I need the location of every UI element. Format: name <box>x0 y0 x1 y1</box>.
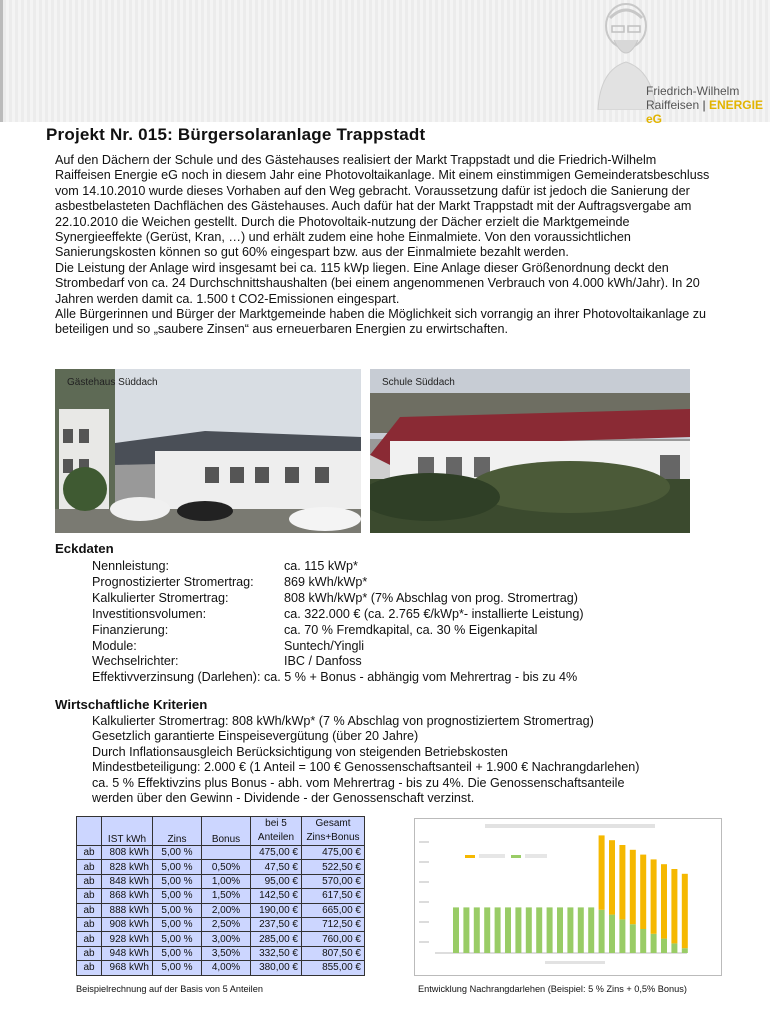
table-cell-zins: 5,00 % <box>153 961 202 975</box>
page-title: Projekt Nr. 015: Bürgersolaranlage Trappstadt <box>46 125 426 144</box>
kriterien-line: werden über den Gewinn - Dividende - der Genossenschaft verzinst. <box>92 791 475 806</box>
table-cell-zins: 5,00 % <box>153 860 202 874</box>
table-row <box>77 903 365 917</box>
eckdaten-row <box>92 591 584 607</box>
loan-chart <box>415 819 721 975</box>
guesthouse-image <box>55 369 361 533</box>
table-cell-prefix: ab <box>77 946 102 960</box>
eckdaten-key: Investitionsvolumen: <box>92 606 207 621</box>
table-cell-ist: 948 kWh <box>102 946 153 960</box>
table-cell-ist: 868 kWh <box>102 889 153 903</box>
table-cell-ist: 908 kWh <box>102 917 153 931</box>
eckdaten-key: Nennleistung: <box>92 559 170 573</box>
bar-zinsen <box>640 929 646 953</box>
bar-tilgung <box>651 859 657 933</box>
paragraph-3: Alle Bürgerinnen und Bürger der Marktgemeinde haben die Möglichkeit sich vorrangig an ihrer Photovoltaikanlage zu beteiligen und so „saubere Zinsen“ aus erneuerbaren Energien zu erwirtschaften. <box>55 307 707 337</box>
table-cell-ist: 928 kWh <box>102 932 153 946</box>
table-header-row <box>77 817 365 846</box>
eckdaten-last-line: Effektivverzinsung (Darlehen): ca. 5 % + Bonus - abhängig vom Mehrertrag - bis zu 4% <box>92 670 578 685</box>
table-cell-bonus: 0,50% <box>202 860 251 874</box>
paragraph-2: Die Leistung der Anlage wird insgesamt bei ca. 115 kWp liegen. Eine Anlage dieser Größenordnung deckt den Strombedarf von ca. 24 Durchschnittshaushalten (bei einem angenommenen Verbrauch von 4.000 kWh/Jahr). In 20 Jahren werden damit ca. 1.500 t CO2-Emissionen eingespart. <box>55 260 700 306</box>
table-row <box>77 961 365 975</box>
bar-zinsen <box>557 907 563 953</box>
calculation-table <box>76 816 365 976</box>
bar-zinsen <box>661 939 667 953</box>
table-cell-ist: 808 kWh <box>102 846 153 860</box>
eckdaten-key: Finanzierung: <box>92 622 169 637</box>
table-cell-bonus: 4,00% <box>202 961 251 975</box>
bar-zinsen <box>484 907 490 953</box>
brand-accent: ENERGIE eG <box>646 98 763 126</box>
loan-chart-frame <box>414 818 722 976</box>
table-cell-bonus: 2,00% <box>202 903 251 917</box>
bar-zinsen <box>453 907 459 953</box>
chart-x-label-blur <box>545 961 605 964</box>
table-row <box>77 917 365 931</box>
table-header-blank <box>77 817 102 846</box>
chart-title-blur <box>485 824 655 828</box>
bar-zinsen <box>505 907 511 953</box>
bar-tilgung <box>661 864 667 938</box>
table-cell-gesamt: 570,00 € <box>302 874 365 888</box>
table-cell-prefix: ab <box>77 874 102 888</box>
table-cell-anteile: 142,50 € <box>251 889 302 903</box>
brand-logo-text <box>646 84 770 126</box>
eckdaten-value: ca. 70 % Fremdkapital, ca. 30 % Eigenkapital <box>284 622 538 637</box>
bar-zinsen <box>515 907 521 953</box>
table-cell-gesamt: 760,00 € <box>302 932 365 946</box>
kriterien-heading: Wirtschaftliche Kriterien <box>55 697 208 712</box>
table-cell-anteile: 95,00 € <box>251 874 302 888</box>
bar-zinsen <box>599 910 605 953</box>
table-cell-prefix: ab <box>77 961 102 975</box>
eckdaten-key: Module: <box>92 638 137 653</box>
table-row <box>77 946 365 960</box>
table-header-anteile <box>251 817 302 846</box>
table-cell-anteile: 190,00 € <box>251 903 302 917</box>
bar-zinsen <box>495 907 501 953</box>
table-cell-bonus: 1,50% <box>202 889 251 903</box>
paragraph-1: Auf den Dächern der Schule und des Gästehauses realisiert der Markt Trappstadt und die Friedrich-Wilhelm Raiffeisen Energie eG noch in diesem Jahr eine Photovoltaikanlage. Mit einem einstimmigen Gemeinderatsbeschluss vom 14.10.2010 wurde dieses Vorhaben auf den Weg gebracht. Voraussetzung dafür ist jedoch die Sanierung der asbestbelasteten Dachflächen des Gästehauses. Auch dafür hat der Markt Trappstadt mit der Auftragsvergabe am 22.10.2010 die Weichen gestellt. Durch die Photovoltaik-nutzung der Dächer erzielt die Marktgemeinde Synergieeffekte (Gerüst, Kran, …) und erhält zudem eine hohe Einmalmiete. Von den voraussichtlichen Sanierungskosten können so gut 60% eingespart bzw. aus der Einmalmiete bezahlt werden. <box>55 153 710 260</box>
bar-zinsen <box>463 907 469 953</box>
bar-zinsen <box>682 948 688 953</box>
bar-tilgung <box>619 845 625 919</box>
eckdaten-value: ca. 115 kWp* <box>284 559 358 573</box>
table-cell-ist: 968 kWh <box>102 961 153 975</box>
table-row <box>77 889 365 903</box>
school-image <box>370 369 690 533</box>
eckdaten-list <box>92 559 584 686</box>
eckdaten-value: 808 kWh/kWp* (7% Abschlag von prog. Stromertrag) <box>284 590 578 605</box>
table-cell-gesamt: 475,00 € <box>302 846 365 860</box>
kriterien-line: Kalkulierter Stromertrag: 808 kWh/kWp* (7 % Abschlag von prognostiziertem Stromertrag) <box>92 714 594 728</box>
eckdaten-key: Prognostizierter Stromertrag: <box>92 574 254 589</box>
legend-tilgung-label <box>479 854 505 858</box>
brand-line1: Friedrich-Wilhelm <box>646 84 740 98</box>
table-cell-prefix: ab <box>77 917 102 931</box>
table-cell-zins: 5,00 % <box>153 932 202 946</box>
photo-guesthouse <box>55 369 361 533</box>
bar-zinsen <box>671 943 677 953</box>
table-header-gesamt <box>302 817 365 846</box>
photo-left-caption: Gästehaus Süddach <box>67 377 158 388</box>
table-header-anteile-top: bei 5 <box>265 818 287 829</box>
table-cell-anteile: 237,50 € <box>251 917 302 931</box>
eckdaten-row <box>92 623 584 639</box>
header-banner <box>0 0 770 126</box>
eckdaten-heading: Eckdaten <box>55 541 114 556</box>
table-cell-prefix: ab <box>77 846 102 860</box>
table-cell-ist: 828 kWh <box>102 860 153 874</box>
table-cell-zins: 5,00 % <box>153 874 202 888</box>
eckdaten-key: Wechselrichter: <box>92 654 179 669</box>
bar-zinsen <box>609 915 615 953</box>
eckdaten-value: 869 kWh/kWp* <box>284 574 368 589</box>
table-cell-prefix: ab <box>77 903 102 917</box>
table-cell-ist: 888 kWh <box>102 903 153 917</box>
chart-legend <box>465 854 547 858</box>
table-cell-gesamt: 807,50 € <box>302 946 365 960</box>
table-header-bonus: Bonus <box>202 817 251 846</box>
chart-y-axis-ticks <box>419 841 429 943</box>
eckdaten-value: Suntech/Yingli <box>284 638 365 653</box>
table-caption: Beispielrechnung auf der Basis von 5 Anteilen <box>76 984 263 994</box>
table-cell-zins: 5,00 % <box>153 946 202 960</box>
table-cell-anteile: 475,00 € <box>251 846 302 860</box>
table-cell-ist: 848 kWh <box>102 874 153 888</box>
eckdaten-row <box>92 607 584 623</box>
table-cell-zins: 5,00 % <box>153 917 202 931</box>
table-cell-anteile: 285,00 € <box>251 932 302 946</box>
eckdaten-row <box>92 559 584 575</box>
bar-tilgung <box>609 840 615 914</box>
kriterien-list <box>92 714 722 806</box>
table-header-ist: IST kWh <box>102 817 153 846</box>
table-body <box>77 846 365 976</box>
banner-edge <box>0 0 3 122</box>
photo-right-caption: Schule Süddach <box>382 377 455 388</box>
table-cell-zins: 5,00 % <box>153 889 202 903</box>
chart-caption: Entwicklung Nachrangdarlehen (Beispiel: 5 % Zins + 0,5% Bonus) <box>418 984 687 994</box>
table-cell-bonus: 3,50% <box>202 946 251 960</box>
legend-zinsen-label <box>525 854 547 858</box>
table-cell-bonus: 3,00% <box>202 932 251 946</box>
table-cell-zins: 5,00 % <box>153 903 202 917</box>
table-cell-bonus <box>202 846 251 860</box>
table-row <box>77 846 365 860</box>
eckdaten-value: ca. 322.000 € (ca. 2.765 €/kWp*- installierte Leistung) <box>284 606 584 621</box>
bar-zinsen <box>630 924 636 953</box>
bar-tilgung <box>640 855 646 929</box>
eckdaten-row <box>92 575 584 591</box>
table-cell-prefix: ab <box>77 860 102 874</box>
brand-separator: | <box>702 98 706 112</box>
bar-zinsen <box>567 907 573 953</box>
bar-zinsen <box>474 907 480 953</box>
bar-tilgung <box>630 850 636 924</box>
table-cell-prefix: ab <box>77 889 102 903</box>
bar-zinsen <box>547 907 553 953</box>
bar-zinsen <box>536 907 542 953</box>
table-cell-gesamt: 522,50 € <box>302 860 365 874</box>
bar-zinsen <box>526 907 532 953</box>
table-cell-gesamt: 617,50 € <box>302 889 365 903</box>
kriterien-line: Durch Inflationsausgleich Berücksichtigung von steigenden Betriebskosten <box>92 744 508 759</box>
bar-tilgung <box>671 869 677 943</box>
table-row <box>77 932 365 946</box>
eckdaten-value: IBC / Danfoss <box>284 654 362 669</box>
table-cell-anteile: 47,50 € <box>251 860 302 874</box>
table-cell-anteile: 332,50 € <box>251 946 302 960</box>
eckdaten-row <box>92 654 584 670</box>
table-header-zins: Zins <box>153 817 202 846</box>
kriterien-line: Gesetzlich garantierte Einspeisevergütung (über 20 Jahre) <box>92 729 419 744</box>
bar-tilgung <box>682 874 688 948</box>
chart-bars <box>453 835 688 953</box>
bar-tilgung <box>599 835 605 909</box>
table-row <box>77 860 365 874</box>
table-cell-gesamt: 712,50 € <box>302 917 365 931</box>
legend-tilgung-swatch <box>465 855 475 858</box>
table-header-gesamt-bottom: Zins+Bonus <box>306 832 360 843</box>
table-cell-prefix: ab <box>77 932 102 946</box>
table-cell-zins: 5,00 % <box>153 846 202 860</box>
eckdaten-key: Kalkulierter Stromertrag: <box>92 590 229 605</box>
table-cell-bonus: 2,50% <box>202 917 251 931</box>
table-cell-anteile: 380,00 € <box>251 961 302 975</box>
table-header-gesamt-top: Gesamt <box>315 818 351 829</box>
bar-zinsen <box>651 934 657 953</box>
table-cell-gesamt: 665,00 € <box>302 903 365 917</box>
kriterien-line: Mindestbeteiligung: 2.000 € (1 Anteil = 100 € Genossenschaftsanteil + 1.900 € Nachrangdarlehen) <box>92 760 640 775</box>
eckdaten-row <box>92 639 584 655</box>
legend-zinsen-swatch <box>511 855 521 858</box>
bar-zinsen <box>588 907 594 953</box>
table-cell-bonus: 1,00% <box>202 874 251 888</box>
bar-zinsen <box>619 919 625 953</box>
bar-zinsen <box>578 907 584 953</box>
photo-school <box>370 369 690 533</box>
intro-text <box>55 153 715 338</box>
table-cell-gesamt: 855,00 € <box>302 961 365 975</box>
table-header-anteile-bottom: Anteilen <box>257 832 295 843</box>
brand-line2: Raiffeisen <box>646 98 700 112</box>
kriterien-line: ca. 5 % Effektivzins plus Bonus - abh. vom Mehrertrag - bis zu 4%. Die Genossenschaftsanteile <box>92 775 625 790</box>
table-row <box>77 874 365 888</box>
